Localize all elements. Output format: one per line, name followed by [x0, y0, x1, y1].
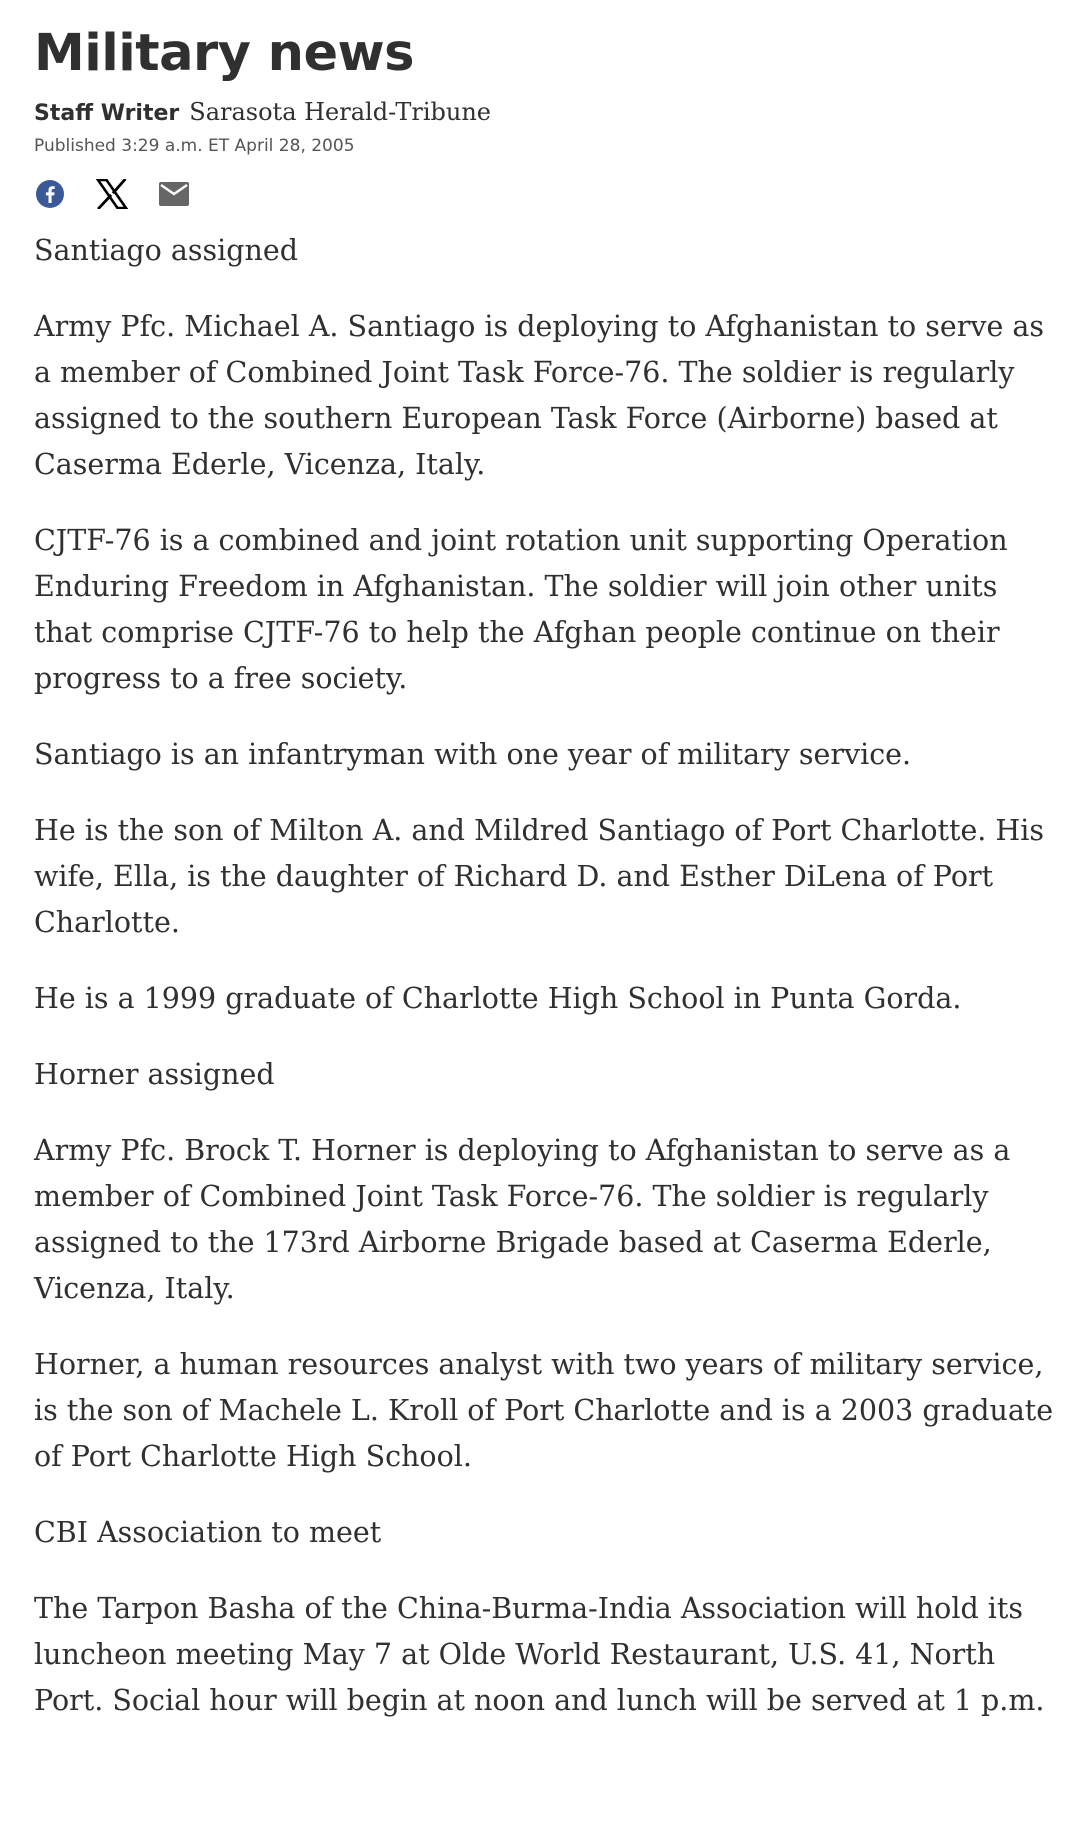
body-paragraph: Army Pfc. Michael A. Santiago is deploying to Afghanistan to serve as a member of Combined Joint Task Force-76. The soldier is regularly assigned to the southern European Task Force (Airborne) based at Caserma Ederle, Vicenza, Italy. [34, 310, 1045, 481]
body-paragraph: Horner, a human resources analyst with two years of military service, is the son of Machele L. Kroll of Port Charlotte and is a 2003 graduate of Port Charlotte High School. [34, 1348, 1054, 1473]
share-email-button[interactable] [158, 178, 190, 210]
section-heading-horner: Horner assigned [34, 1058, 275, 1091]
body-paragraph: Santiago is an infantryman with one year of military service. [34, 738, 912, 771]
body-paragraph: He is a 1999 graduate of Charlotte High School in Punta Gorda. [34, 982, 962, 1015]
published-date: Published 3:29 a.m. ET April 28, 2005 [34, 136, 355, 156]
outlet-name: Sarasota Herald-Tribune [189, 98, 491, 126]
share-facebook-button[interactable] [34, 178, 66, 210]
body-paragraph: CJTF-76 is a combined and joint rotation unit supporting Operation Enduring Freedom in Afghanistan. The soldier will join other units that comprise CJTF-76 to help the Afghan people continue on their progress to a free society. [34, 524, 1008, 695]
x-icon [96, 179, 128, 209]
body-paragraph: Army Pfc. Brock T. Horner is deploying to Afghanistan to serve as a member of Combined Joint Task Force-76. The soldier is regularly assigned to the 173rd Airborne Brigade based at Caserma Ederle, Vicenza, Italy. [34, 1134, 1011, 1305]
article [34, 0, 1054, 1754]
section-heading-cbi: CBI Association to meet [34, 1516, 382, 1549]
article-headline: Military news [34, 24, 415, 83]
email-icon [159, 182, 189, 206]
facebook-icon [35, 179, 65, 209]
body-paragraph: The Tarpon Basha of the China-Burma-India Association will hold its luncheon meeting May 7 at Olde World Restaurant, U.S. 41, North Port. Social hour will begin at noon and lunch will be served at 1 p.m. [34, 1592, 1045, 1717]
article-body [34, 228, 1054, 1724]
share-x-button[interactable] [96, 178, 128, 210]
byline [34, 98, 1054, 132]
body-paragraph: He is the son of Milton A. and Mildred Santiago of Port Charlotte. His wife, Ella, is the daughter of Richard D. and Esther DiLena of Port Charlotte. [34, 814, 1045, 939]
section-heading-santiago: Santiago assigned [34, 234, 298, 267]
share-bar [34, 176, 1054, 212]
author-name[interactable]: Staff Writer [34, 101, 180, 126]
